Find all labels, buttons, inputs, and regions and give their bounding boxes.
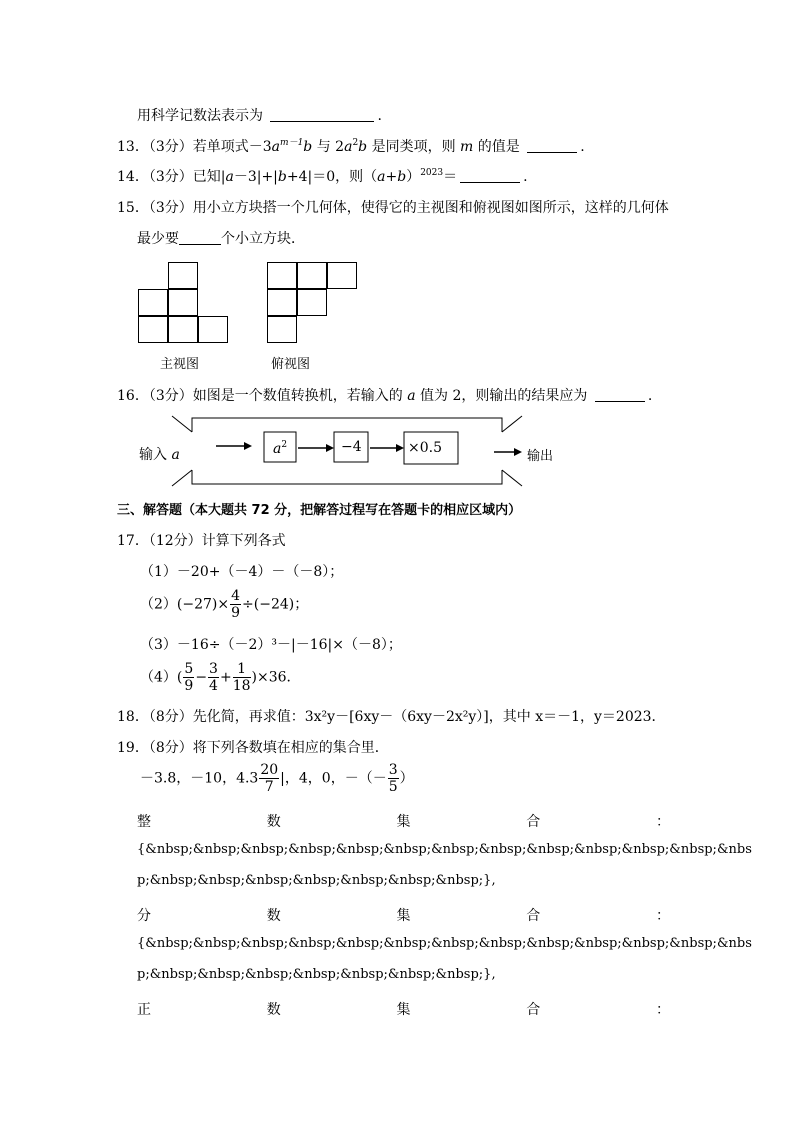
fraction-set-answer[interactable]: {&nbsp;&nbsp;&nbsp;&nbsp;&nbsp;&nbsp;&nbsp;&nbsp;&nbsp;&nbsp;&nbsp;&nbsp;&nbs: [137, 936, 752, 951]
question-14: 14．（3分）已知|a－3|+|b+4|＝0，则$(a+b)^{2023}=$ .: [117, 168, 528, 185]
top-view-caption: 俯视图: [271, 357, 311, 372]
machine-output-label: 输出: [527, 449, 554, 464]
q17-part2: （2）(−27)× $\frac{4}{9}$ ÷(−24)；: [140, 588, 309, 621]
q17-part4: （4）( $\frac{5}{9}$ − $\frac{3}{4}$ + $\frac{1}{18}$ )×36．: [140, 661, 301, 694]
question-17: 17．（12分）计算下列各式: [117, 533, 286, 549]
section-3-heading: 三、解答题（本大题共 72 分，把解答过程写在答题卡的相应区域内）: [117, 503, 522, 518]
integer-set-answer[interactable]: {&nbsp;&nbsp;&nbsp;&nbsp;&nbsp;&nbsp;&nbsp;&nbsp;&nbsp;&nbsp;&nbsp;&nbsp;&nbs: [137, 842, 752, 857]
answer-blank[interactable]: [527, 138, 577, 153]
answer-blank[interactable]: [460, 168, 520, 183]
front-view-caption: 主视图: [160, 357, 200, 372]
machine-box-times: ×0.5: [408, 440, 442, 456]
answer-blank[interactable]: [179, 230, 221, 245]
q17-part3: （3）－16÷（－2）³－|－16|×（－8）；: [140, 637, 402, 653]
question-16: 16．（3分）如图是一个数值转换机，若输入的 a 值为 2，则输出的结果应为 .: [117, 388, 653, 404]
question-15-line2: 最少要 个小立方块．: [137, 231, 305, 247]
positive-set-label: 正 数 集 合 ：: [137, 1002, 670, 1018]
q19-numbers: －3.8，－10，4.3 $\frac{20}{7}$ |，4，0，－（－ $\frac{3}{5}$ ）: [140, 762, 414, 795]
fraction-set-label: 分 数 集 合 ：: [137, 908, 670, 924]
question-13: 13．（3分）若单项式$-3a^{m-1}b$ 与 $2a^2b$ 是同类项，则 m 的值是 .: [117, 138, 585, 155]
machine-box-minus4: −4: [341, 439, 362, 455]
answer-blank[interactable]: [270, 107, 374, 122]
question-19: 19．（8分）将下列各数填在相应的集合里．: [117, 740, 389, 756]
question-15: 15．（3分）用小立方块搭一个几何体，使得它的主视图和俯视图如图所示，这样的几何体: [117, 200, 669, 216]
machine-box-square: $a^2$: [273, 440, 288, 457]
question-18: 18．（8分）先化简，再求值：3x²y－[6xy－（6xy－2x²y）]，其中 x＝－1，y＝2023．: [117, 709, 666, 725]
machine-input-label: 输入 a: [139, 447, 180, 463]
answer-blank[interactable]: [595, 387, 645, 402]
integer-set-answer-cont: p;&nbsp;&nbsp;&nbsp;&nbsp;&nbsp;&nbsp;&nbsp;},: [137, 873, 496, 888]
q17-part1: （1）－20+（－4）－（－8）；: [140, 564, 344, 580]
integer-set-label: 整 数 集 合 ：: [137, 814, 670, 830]
q12-tail: 用科学记数法表示为 .: [137, 108, 382, 124]
fraction-set-answer-cont: p;&nbsp;&nbsp;&nbsp;&nbsp;&nbsp;&nbsp;&nbsp;},: [137, 967, 496, 982]
